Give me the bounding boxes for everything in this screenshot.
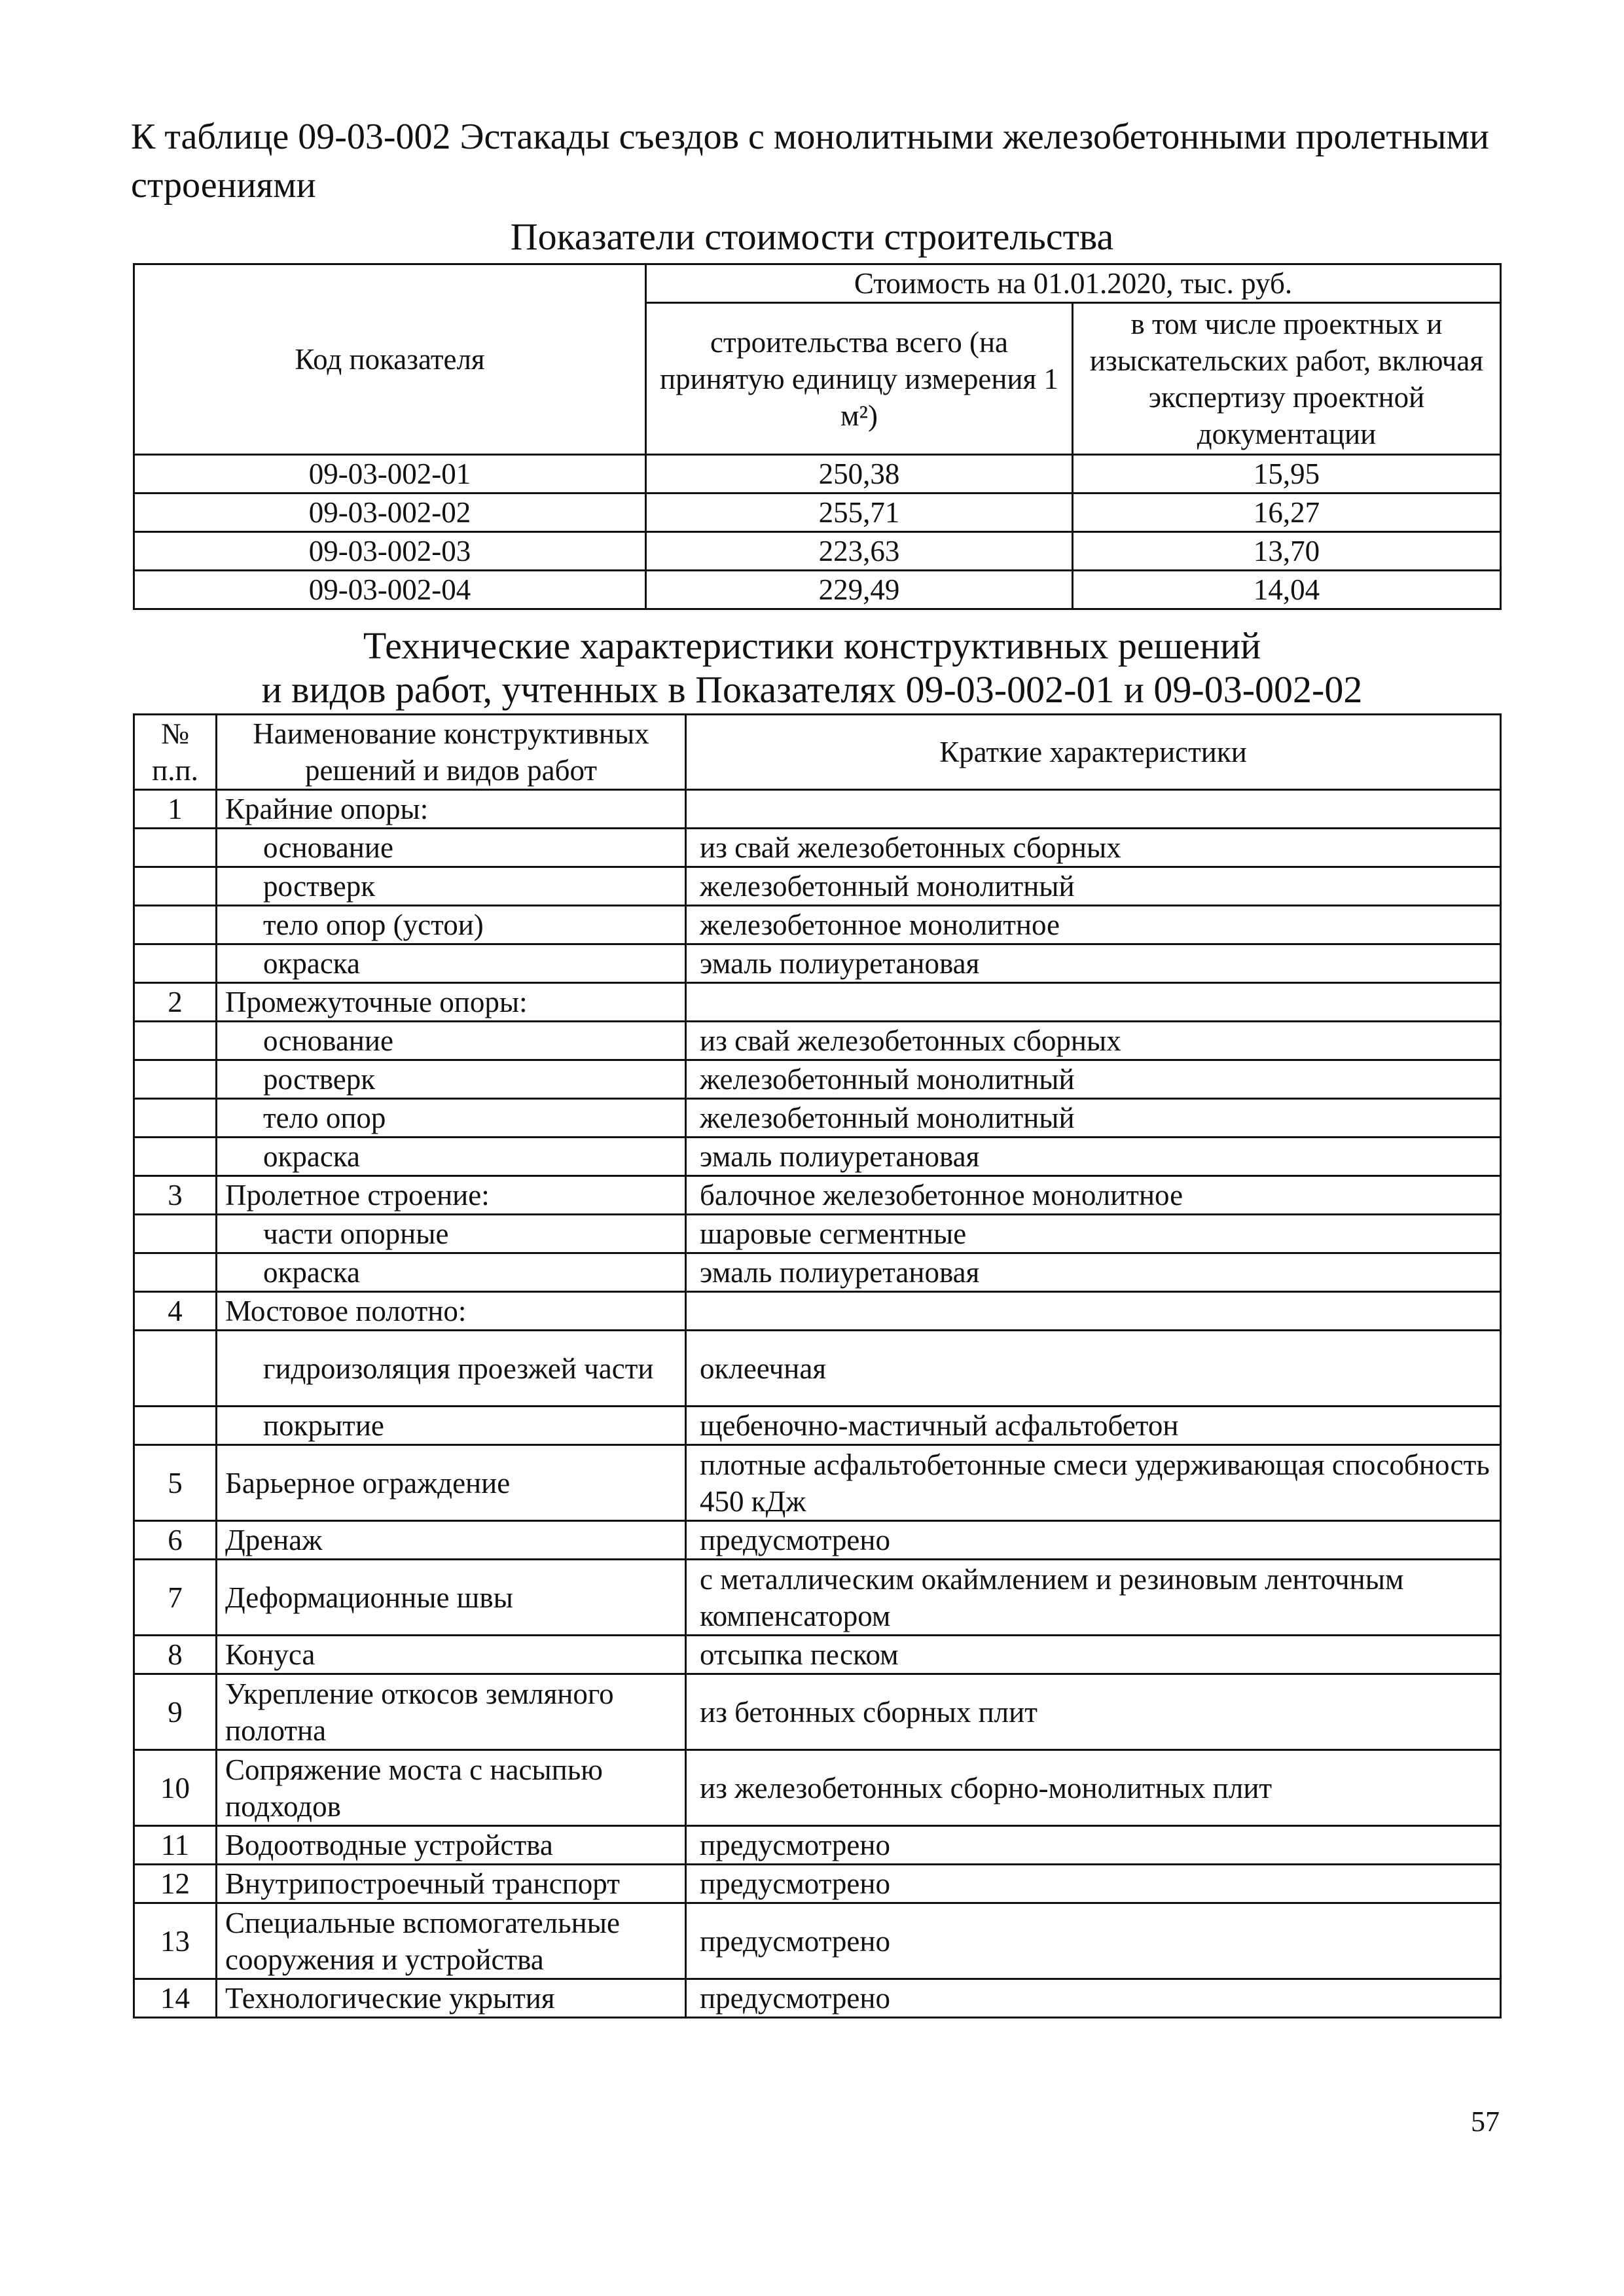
tech-row-desc <box>686 1292 1501 1331</box>
page-number: 57 <box>1471 2106 1500 2138</box>
tech-row-desc: эмаль полиуретановая <box>686 1253 1501 1292</box>
tech-row-desc <box>686 790 1501 829</box>
cost-row-total: 255,71 <box>646 493 1073 532</box>
cost-row-code: 09-03-002-04 <box>134 571 646 609</box>
tech-row-name: Крайние опоры: <box>217 790 686 829</box>
tech-row-desc: из свай железобетонных сборных <box>686 829 1501 867</box>
tech-row-name: Пролетное строение: <box>217 1176 686 1215</box>
tech-row-desc: железобетонное монолитное <box>686 906 1501 944</box>
tech-table <box>133 713 1502 2018</box>
tech-row-desc: предусмотрено <box>686 1865 1501 1903</box>
tech-row-name: Сопряжение моста с насыпью подходов <box>217 1750 686 1826</box>
tech-row-name: ростверк <box>217 867 686 906</box>
tech-row-num <box>134 944 217 983</box>
cost-row-code: 09-03-002-01 <box>134 455 646 493</box>
tech-header-name: Наименование конструктивных решений и видов работ <box>217 715 686 790</box>
tech-row-num <box>134 1099 217 1138</box>
tech-row-name: гидроизоляция проезжей части <box>217 1331 686 1407</box>
tech-row-desc: с металлическим окаймлением и резиновым ленточным компенсатором <box>686 1560 1501 1636</box>
tech-row-name: основание <box>217 829 686 867</box>
tech-row-name: окраска <box>217 1253 686 1292</box>
tech-row-desc: предусмотрено <box>686 1521 1501 1560</box>
tech-row-num <box>134 829 217 867</box>
tech-row-name: покрытие <box>217 1407 686 1445</box>
tech-row-num: 4 <box>134 1292 217 1331</box>
cost-row-code: 09-03-002-03 <box>134 532 646 571</box>
cost-row-code: 09-03-002-02 <box>134 493 646 532</box>
tech-row-num <box>134 1022 217 1060</box>
tech-row-num <box>134 906 217 944</box>
tech-row-num: 12 <box>134 1865 217 1903</box>
cost-table-caption: Показатели стоимости строительства <box>510 215 1114 258</box>
tech-row-name: части опорные <box>217 1215 686 1253</box>
tech-row-num: 1 <box>134 790 217 829</box>
tech-row-desc: щебеночно-мастичный асфальтобетон <box>686 1407 1501 1445</box>
tech-row-desc: железобетонный монолитный <box>686 1099 1501 1138</box>
tech-row-desc: из бетонных сборных плит <box>686 1674 1501 1750</box>
tech-row-name: Внутрипостроечный транспорт <box>217 1865 686 1903</box>
tech-row-name: ростверк <box>217 1060 686 1099</box>
tech-row-num <box>134 1138 217 1176</box>
tech-header-desc: Краткие характеристики <box>686 715 1501 790</box>
tech-row-num: 14 <box>134 1979 217 2018</box>
tech-row-desc: железобетонный монолитный <box>686 867 1501 906</box>
cost-header-group: Стоимость на 01.01.2020, тыс. руб. <box>646 264 1501 303</box>
tech-row-name: Водоотводные устройства <box>217 1826 686 1865</box>
cost-table <box>133 263 1502 610</box>
cost-row-design: 15,95 <box>1073 455 1501 493</box>
cost-row-design: 13,70 <box>1073 532 1501 571</box>
cost-header-code: Код показателя <box>134 264 646 455</box>
tech-row-num: 11 <box>134 1826 217 1865</box>
tech-row-num <box>134 1253 217 1292</box>
page-title: К таблице 09-03-002 Эстакады съездов с монолитными железобетонными пролетными строениями <box>131 117 1489 206</box>
tech-row-desc: плотные асфальтобетонные смеси удерживающая способность 450 кДж <box>686 1445 1501 1521</box>
tech-row-num: 5 <box>134 1445 217 1521</box>
tech-row-desc: железобетонный монолитный <box>686 1060 1501 1099</box>
tech-row-desc: балочное железобетонное монолитное <box>686 1176 1501 1215</box>
tech-row-num: 2 <box>134 983 217 1022</box>
tech-row-desc: отсыпка песком <box>686 1636 1501 1674</box>
tech-row-desc: предусмотрено <box>686 1979 1501 2018</box>
tech-row-name: окраска <box>217 944 686 983</box>
tech-row-num: 9 <box>134 1674 217 1750</box>
tech-row-name: основание <box>217 1022 686 1060</box>
tech-row-num: 3 <box>134 1176 217 1215</box>
tech-row-name: Промежуточные опоры: <box>217 983 686 1022</box>
tech-row-desc: предусмотрено <box>686 1826 1501 1865</box>
cost-header-design: в том числе проектных и изыскательских работ, включая экспертизу проектной документации <box>1073 303 1501 455</box>
tech-row-name: Специальные вспомогательные сооружения и устройства <box>217 1903 686 1979</box>
tech-row-name: Конуса <box>217 1636 686 1674</box>
tech-row-num <box>134 1215 217 1253</box>
cost-row-total: 250,38 <box>646 455 1073 493</box>
tech-row-num: 10 <box>134 1750 217 1826</box>
tech-row-num: 7 <box>134 1560 217 1636</box>
tech-row-name: окраска <box>217 1138 686 1176</box>
tech-row-name: тело опор <box>217 1099 686 1138</box>
tech-row-name: тело опор (устои) <box>217 906 686 944</box>
tech-row-name: Дренаж <box>217 1521 686 1560</box>
tech-row-num <box>134 1407 217 1445</box>
cost-row-total: 229,49 <box>646 571 1073 609</box>
cost-header-total: строительства всего (на принятую единицу измерения 1 м²) <box>646 303 1073 455</box>
tech-row-num <box>134 1331 217 1407</box>
tech-row-name: Мостовое полотно: <box>217 1292 686 1331</box>
tech-row-desc: шаровые сегментные <box>686 1215 1501 1253</box>
tech-row-desc <box>686 983 1501 1022</box>
cost-row-total: 223,63 <box>646 532 1073 571</box>
cost-row-design: 14,04 <box>1073 571 1501 609</box>
tech-row-name: Барьерное ограждение <box>217 1445 686 1521</box>
tech-header-num: № п.п. <box>134 715 217 790</box>
tech-row-desc: эмаль полиуретановая <box>686 944 1501 983</box>
tech-row-desc: из свай железобетонных сборных <box>686 1022 1501 1060</box>
tech-row-name: Деформационные швы <box>217 1560 686 1636</box>
tech-row-num: 8 <box>134 1636 217 1674</box>
tech-row-desc: оклеечная <box>686 1331 1501 1407</box>
tech-row-desc: предусмотрено <box>686 1903 1501 1979</box>
tech-row-name: Технологические укрытия <box>217 1979 686 2018</box>
tech-row-num <box>134 867 217 906</box>
tech-row-num: 13 <box>134 1903 217 1979</box>
tech-row-num: 6 <box>134 1521 217 1560</box>
tech-table-caption: Технические характеристики конструктивных решений <box>363 624 1261 667</box>
tech-row-desc: эмаль полиуретановая <box>686 1138 1501 1176</box>
tech-table-caption-line2: и видов работ, учтенных в Показателях 09-03-002-01 и 09-03-002-02 <box>261 668 1363 711</box>
cost-row-design: 16,27 <box>1073 493 1501 532</box>
tech-row-name: Укрепление откосов земляного полотна <box>217 1674 686 1750</box>
tech-row-num <box>134 1060 217 1099</box>
tech-row-desc: из железобетонных сборно-монолитных плит <box>686 1750 1501 1826</box>
